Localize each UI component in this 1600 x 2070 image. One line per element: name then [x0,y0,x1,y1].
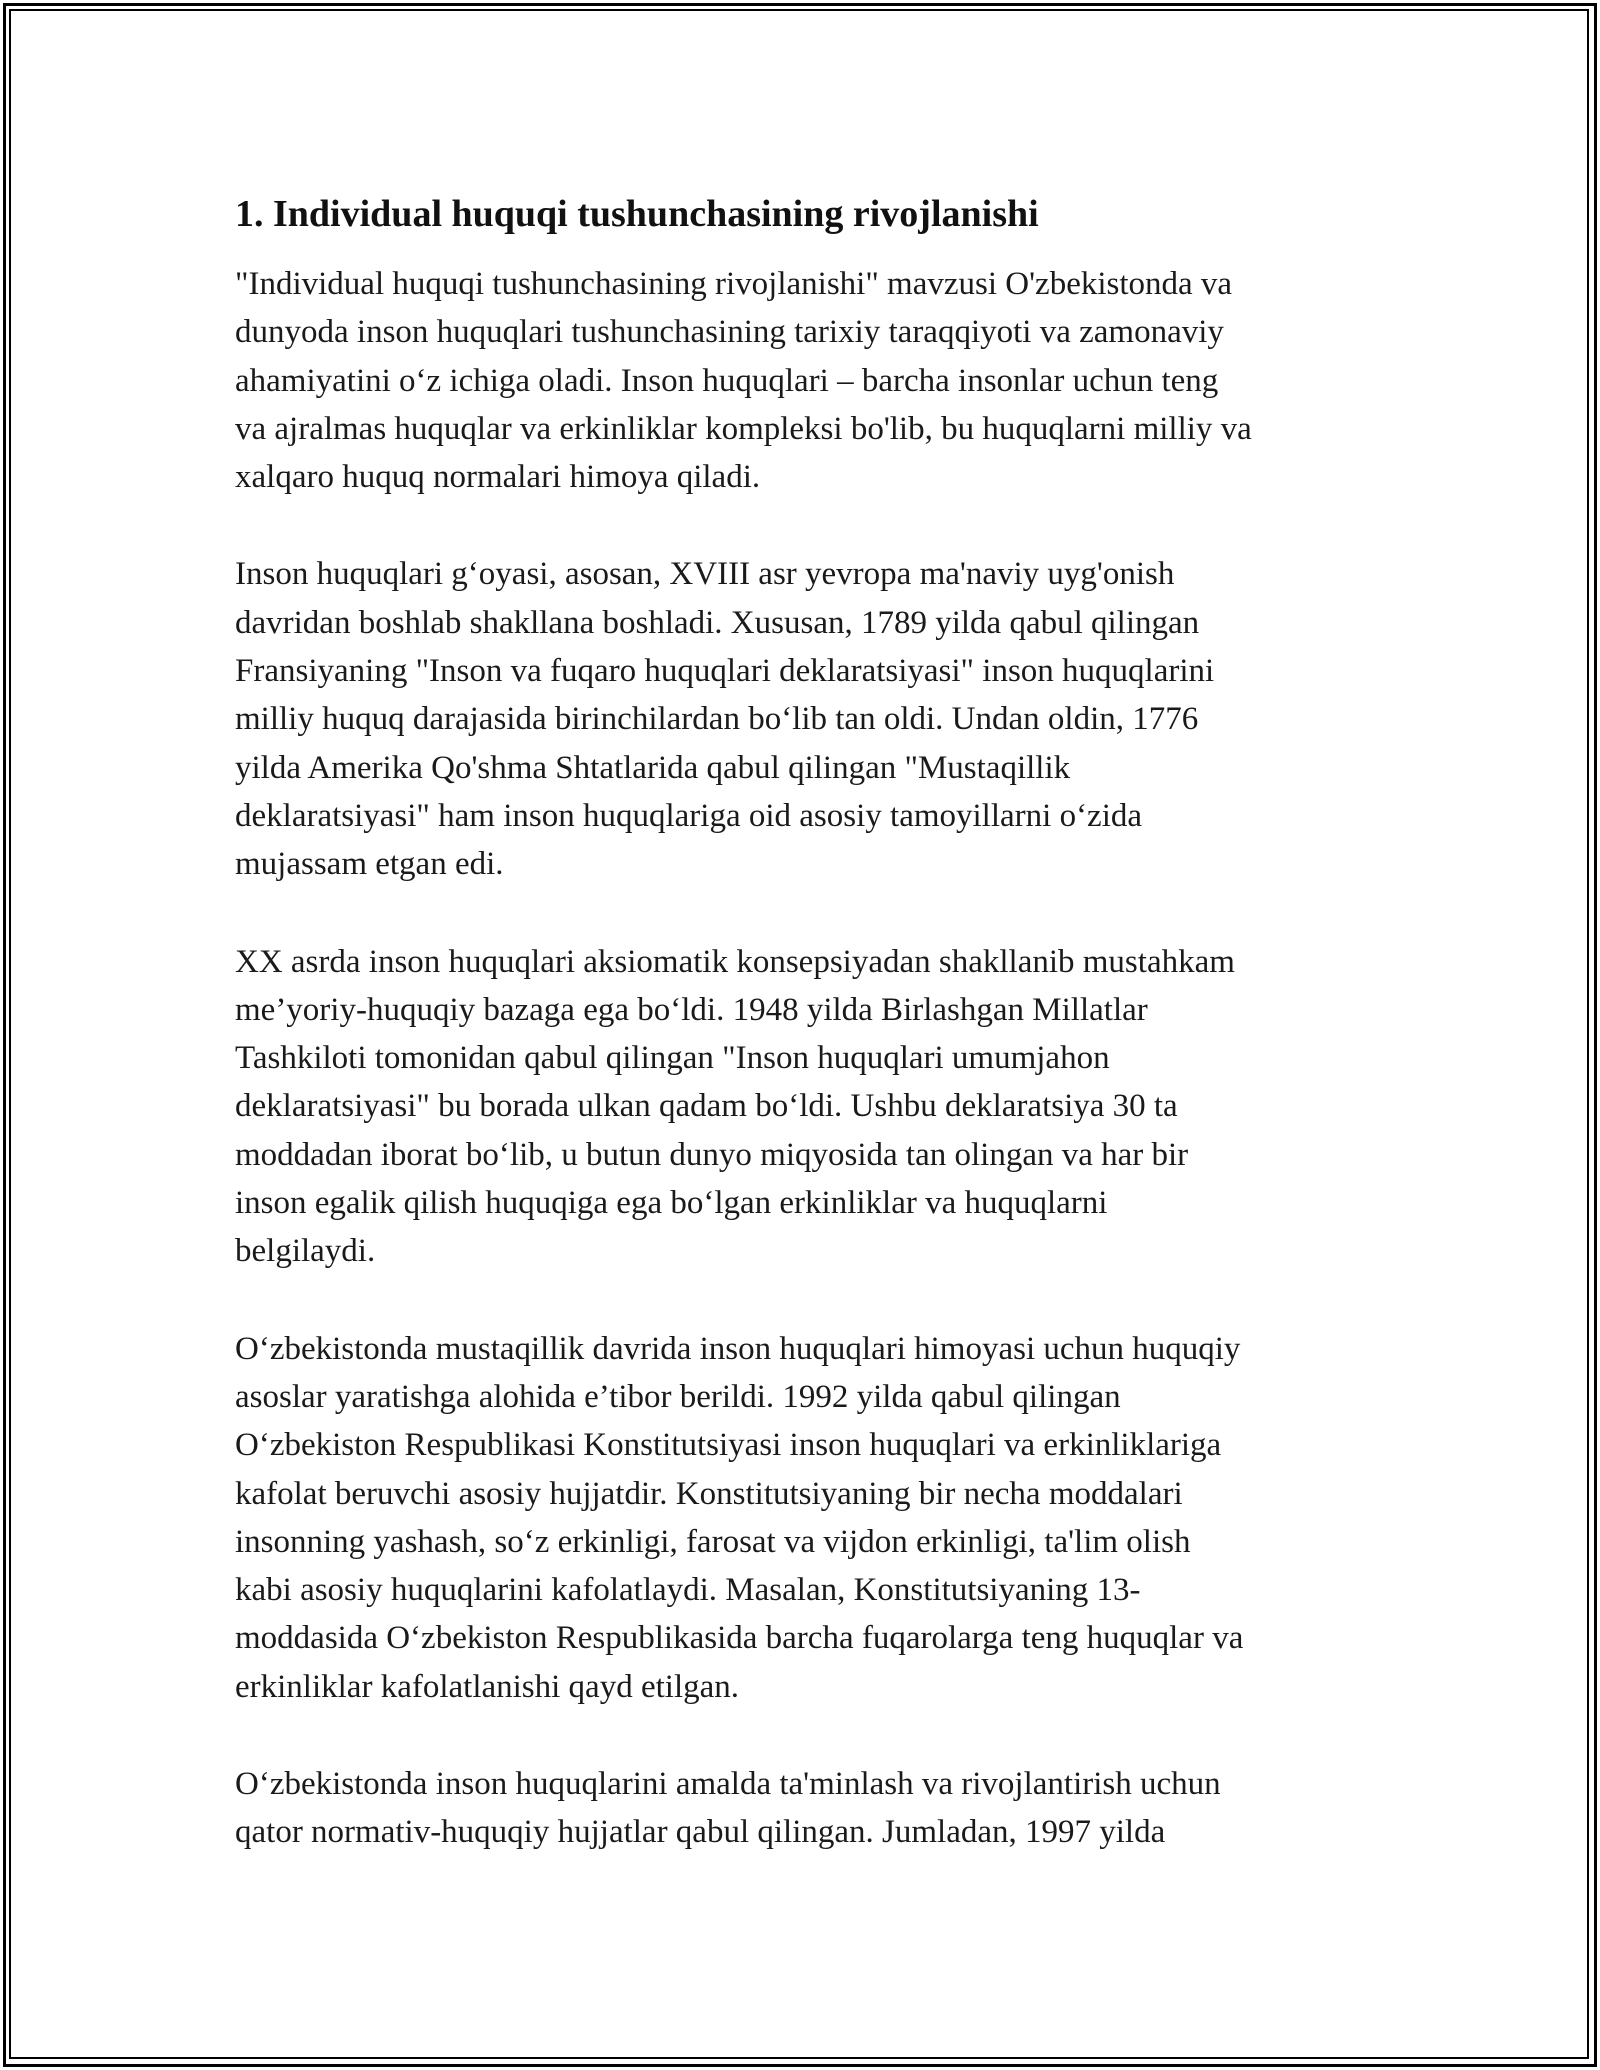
text-line: mujassam etgan edi. [235,846,504,883]
text-line: belgilaydi. [235,1233,376,1270]
text-line: moddasida Oʻzbekiston Respublikasida barcha fuqarolarga teng huquqlar va [235,1620,1244,1657]
text-line: dunyoda inson huquqlari tushunchasining tarixiy taraqqiyoti va zamonaviy [235,314,1224,351]
paragraph-1 [235,260,1385,501]
document-body [235,190,1385,1906]
text-line: inson egalik qilish huquqiga ega boʻlgan erkinliklar va huquqlarni [235,1185,1108,1222]
paragraph-5 [235,1760,1385,1857]
text-line: insonning yashash, soʻz erkinligi, farosat va vijdon erkinligi, ta'lim olish [235,1523,1191,1560]
text-line: erkinliklar kafolatlanishi qayd etilgan. [235,1668,740,1705]
text-line: Oʻzbekiston Respublikasi Konstitutsiyasi inson huquqlari va erkinliklariga [235,1427,1222,1464]
text-line: davridan boshlab shakllana boshladi. Xususan, 1789 yilda qabul qilingan [235,604,1200,641]
text-line: Oʻzbekistonda mustaqillik davrida inson huquqlari himoyasi uchun huquqiy [235,1330,1241,1367]
text-line: kabi asosiy huquqlarini kafolatlaydi. Masalan, Konstitutsiyaning 13- [235,1572,1141,1609]
text-line: me’yoriy-huquqiy bazaga ega boʻldi. 1948 yilda Birlashgan Millatlar [235,991,1148,1028]
text-line: deklaratsiyasi" ham inson huquqlariga oid asosiy tamoyillarni oʻzida [235,797,1143,834]
text-line: ahamiyatini oʻz ichiga oladi. Inson huquqlari – barcha insonlar uchun teng [235,362,1219,399]
paragraph-2 [235,550,1385,888]
text-line: Tashkiloti tomonidan qabul qilingan "Inson huquqlari umumjahon [235,1040,1110,1077]
paragraph-3 [235,938,1385,1276]
text-line: va ajralmas huquqlar va erkinliklar kompleksi bo'lib, bu huquqlarni milliy va [235,410,1252,447]
text-line: Fransiyaning "Inson va fuqaro huquqlari deklaratsiyasi" inson huquqlarini [235,653,1215,690]
text-line: milliy huquq darajasida birinchilardan boʻlib tan oldi. Undan oldin, 1776 [235,701,1199,738]
text-line: yilda Amerika Qo'shma Shtatlarida qabul qilingan "Mustaqillik [235,749,1071,786]
text-line: deklaratsiyasi" bu borada ulkan qadam boʻldi. Ushbu deklaratsiya 30 ta [235,1088,1178,1125]
text-line: Inson huquqlari gʻoyasi, asosan, XVIII asr yevropa ma'naviy uyg'onish [235,556,1175,593]
text-line: moddadan iborat boʻlib, u butun dunyo miqyosida tan olingan va har bir [235,1136,1189,1173]
text-line: Oʻzbekistonda inson huquqlarini amalda ta'minlash va rivojlantirish uchun [235,1766,1221,1803]
text-line: kafolat beruvchi asosiy hujjatdir. Konstitutsiyaning bir necha moddalari [235,1475,1183,1512]
text-line: asoslar yaratishga alohida e’tibor berildi. 1992 yilda qabul qilingan [235,1378,1121,1415]
text-line: qator normativ-huquqiy hujjatlar qabul qilingan. Jumladan, 1997 yilda [235,1814,1166,1851]
text-line: "Individual huquqi tushunchasining rivojlanishi" mavzusi O'zbekistonda va [235,266,1233,302]
text-line: XX asrda inson huquqlari aksiomatik konsepsiyadan shakllanib mustahkam [235,943,1235,980]
paragraph-4 [235,1325,1385,1711]
text-line: xalqaro huquq normalari himoya qiladi. [235,459,761,496]
section-heading: 1. Individual huquqi tushunchasining rivojlanishi [235,193,1039,235]
